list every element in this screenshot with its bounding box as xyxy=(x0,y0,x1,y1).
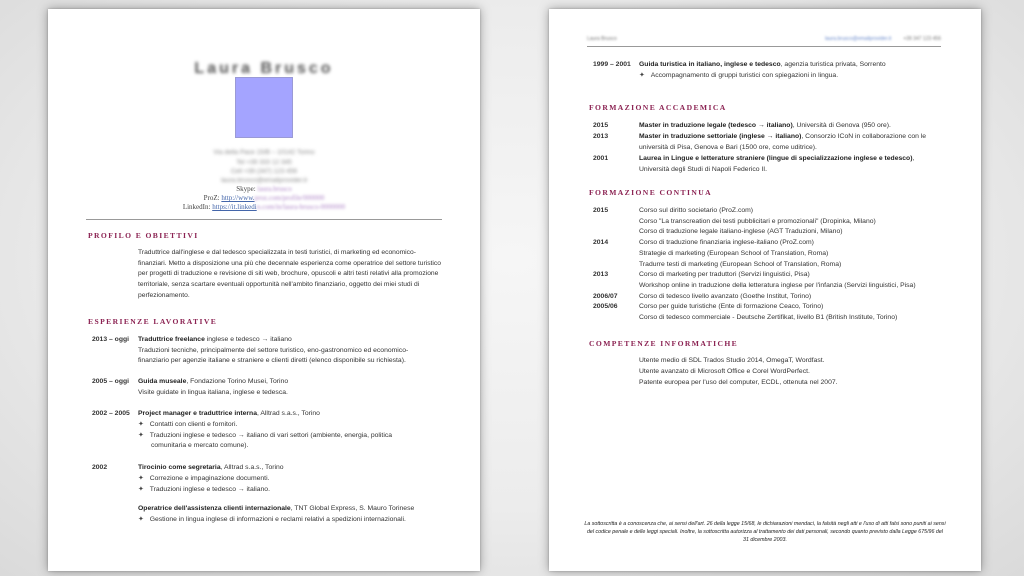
academic-degree: Laurea in Lingue e letterature straniere (lingue di specializzazione inglese e tedesco) xyxy=(639,155,913,162)
academic-line: Università degli Studi di Napoli Federico II. xyxy=(639,166,768,173)
experience-title xyxy=(138,409,320,420)
contact-proz xyxy=(48,194,480,202)
header-email: laura.brusco@emailprovider.it xyxy=(825,36,892,42)
header-name: Laura Brusco xyxy=(587,36,617,42)
experience-org: inglese e tedesco → italiano xyxy=(204,336,292,343)
experience-detail: Traduzioni tecniche, principalmente del settore turistico, eno-gastronomico ed economico- xyxy=(138,347,409,354)
contact-linkedin xyxy=(48,203,480,211)
experience-role: Traduttrice freelance xyxy=(138,336,205,343)
experience-title xyxy=(138,504,414,515)
academic-institution: , Università di Genova (950 ore). xyxy=(792,122,891,129)
continuing-course: Corso di tedesco commerciale - Deutsche Zertifikat, livello B1 (British Institute, Torino) xyxy=(639,314,898,321)
section-title-continuing: FORMAZIONE CONTINUA xyxy=(589,188,713,197)
academic-degree: Master in traduzione legale (tedesco → italiano) xyxy=(639,122,793,129)
experience-bullet xyxy=(138,485,270,496)
continuing-course: Corso di traduzione legale italiano-inglese (AGT Traduzioni, Milano) xyxy=(639,228,843,236)
skype-value: laura.brusco xyxy=(257,185,292,193)
it-skill: Utente avanzato di Microsoft Office e Corel WordPerfect. xyxy=(639,368,810,375)
continuing-course: Corso sul diritto societario (ProZ.com) xyxy=(639,207,754,214)
contact-phone: Tel +39 333 12 345 xyxy=(236,159,292,166)
experience-role: Guida turistica in italiano, inglese e tedesco xyxy=(639,61,781,68)
experience-title xyxy=(138,377,288,388)
experience-date: 2013 – oggi xyxy=(92,336,130,343)
profile-text: Traduttrice dall'inglese e dal tedesco specializzata in testi turistici, di marketing ed economico-finanziari. Metto a disposizione una più che decennale esperienza come operatrice del settore turistico per progetti di traduzione e revisione di siti web, brochure, opuscoli e altri testi relativi alla promozione territoriale, senza scartare eventuali opportunità nell'ambito finanziario, oggetto dei miei studi di perfezionamento. xyxy=(138,249,441,299)
bullet-text: Traduzioni inglese e tedesco → italiano di vari settori (ambiente, energia, politica xyxy=(149,432,393,439)
header-divider xyxy=(587,46,941,47)
continuing-date: 2015 xyxy=(593,207,609,214)
it-skill: Utente medio di SDL Trados Studio 2014, OmegaT, Wordfast. xyxy=(639,357,825,364)
experience-org: , Alltrad s.a.s., Torino xyxy=(256,410,320,417)
skype-label: Skype: xyxy=(236,185,256,193)
continuing-course: Corso per guide turistiche (Ente di formazione Ceaco, Torino) xyxy=(639,303,824,311)
experience-date: 2005 – oggi xyxy=(92,378,130,385)
academic-institution: , Consorzio ICoN in collaborazione con le xyxy=(801,133,927,140)
profile-photo xyxy=(235,77,293,138)
continuing-date: 2005/06 xyxy=(593,303,618,311)
bullet-text: Correzione e impaginazione documenti. xyxy=(149,475,270,482)
academic-line xyxy=(639,132,926,143)
diamond-bullet-icon: ✦ xyxy=(639,72,645,79)
diamond-bullet-icon: ✦ xyxy=(138,486,144,493)
header-phone: +39 347 123 456 xyxy=(903,36,941,42)
section-title-it: COMPETENZE INFORMATICHE xyxy=(589,339,739,348)
continuing-date: 2006/07 xyxy=(593,292,618,300)
academic-date: 2001 xyxy=(593,155,609,162)
academic-degree: Master in traduzione settoriale (inglese → italiano) xyxy=(639,133,802,140)
experience-bullet xyxy=(138,431,392,442)
proz-link-rest[interactable]: proz.com/profile/000000 xyxy=(254,194,325,202)
experience-org: , TNT Global Express, S. Mauro Torinese xyxy=(290,505,415,512)
bullet-text: Traduzioni inglese e tedesco → italiano. xyxy=(149,486,270,493)
continuing-course: Corso di traduzione finanziaria inglese-italiano (ProZ.com) xyxy=(639,239,814,247)
academic-line: università di Pisa, Genova e Bari (1500 ore, come uditrice). xyxy=(639,144,817,151)
cv-page-2 xyxy=(549,9,981,571)
header-divider xyxy=(86,219,442,220)
continuing-date: 2013 xyxy=(593,271,609,279)
academic-date: 2013 xyxy=(593,133,609,140)
linkedin-link-rest[interactable]: n.com/in/laura-brusco-0000000 xyxy=(256,203,346,211)
running-header xyxy=(587,36,941,44)
candidate-name: Laura Brusco xyxy=(194,60,334,77)
experience-org: , Alltrad s.a.s., Torino xyxy=(220,464,284,471)
experience-bullet xyxy=(639,71,838,82)
experience-title xyxy=(138,463,284,474)
contact-email: laura.brusco@emailprovider.it xyxy=(220,177,308,184)
experience-detail: finanziario per agenzie italiane e straniere e clienti diretti (elenco disponibile su richiesta). xyxy=(138,357,406,364)
experience-date: 1999 – 2001 xyxy=(593,61,631,68)
continuing-course: Workshop online in traduzione della letteratura inglese per l'infanzia (Servizi linguistici, Pisa) xyxy=(639,281,916,289)
academic-line xyxy=(639,121,891,132)
experience-role: Guida museale xyxy=(138,378,187,385)
experience-bullet xyxy=(138,420,237,431)
diamond-bullet-icon: ✦ xyxy=(138,475,144,482)
academic-date: 2015 xyxy=(593,122,609,129)
contact-mobile: Cell +39 (347) 123 456 xyxy=(230,168,298,175)
section-title-experience: ESPERIENZE LAVORATIVE xyxy=(88,317,218,326)
proz-link[interactable]: http://www. xyxy=(221,194,255,202)
academic-line xyxy=(639,154,914,165)
experience-bullet xyxy=(138,474,269,485)
continuing-course: Tradurre testi di marketing (European School of Translation, Roma) xyxy=(639,260,842,268)
bullet-text: Gestione in lingua inglese di informazioni e reclami relativi a spedizioni internazionali. xyxy=(149,516,406,523)
section-title-profile: PROFILO E OBIETTIVI xyxy=(88,231,199,240)
experience-role: Operatrice dell'assistenza clienti internazionale xyxy=(138,505,291,512)
continuing-course: Strategie di marketing (European School of Translation, Roma) xyxy=(639,249,829,257)
experience-role: Tirocinio come segretaria xyxy=(138,464,221,471)
academic-institution: , xyxy=(912,155,915,162)
contact-skype xyxy=(48,185,480,193)
experience-title xyxy=(639,60,886,71)
experience-bullet xyxy=(138,515,406,526)
linkedin-link[interactable]: https://it.linkedi xyxy=(212,203,257,211)
continuing-course: Corso di marketing per traduttori (Servizi linguistici, Pisa) xyxy=(639,271,810,279)
diamond-bullet-icon: ✦ xyxy=(138,421,144,428)
bullet-text: Accompagnamento di gruppi turistici con spiegazioni in lingua. xyxy=(650,72,839,79)
experience-org: , agenzia turistica privata, Sorrento xyxy=(780,61,886,68)
continuing-date: 2014 xyxy=(593,239,609,247)
bullet-text: Contatti con clienti e fornitori. xyxy=(149,421,238,428)
proz-label: ProZ: xyxy=(203,194,220,202)
experience-bullet-cont: comunitaria e mercato comune). xyxy=(151,442,249,449)
cv-page-1 xyxy=(48,9,480,571)
it-skill: Patente europea per l'uso del computer, ECDL, ottenuta nel 2007. xyxy=(639,379,838,386)
experience-role: Project manager e traduttrice interna xyxy=(138,410,257,417)
section-title-academic: FORMAZIONE ACCADEMICA xyxy=(589,103,727,112)
continuing-course: Corso di tedesco livello avanzato (Goethe Institut, Torino) xyxy=(639,292,812,300)
linkedin-label: LinkedIn: xyxy=(182,203,211,211)
experience-org: , Fondazione Torino Musei, Torino xyxy=(186,378,289,385)
experience-detail: Visite guidate in lingua italiana, inglese e tedesca. xyxy=(138,389,288,396)
experience-title xyxy=(138,335,292,346)
experience-date: 2002 xyxy=(92,464,108,471)
experience-date: 2002 – 2005 xyxy=(92,410,130,417)
diamond-bullet-icon: ✦ xyxy=(138,432,144,439)
continuing-course: Corso "La transcreation dei testi pubblicitari e promozionali" (Dropinka, Milano) xyxy=(639,217,876,225)
contact-address: Via della Pace 15/B – 10142 Torino xyxy=(213,149,315,156)
diamond-bullet-icon: ✦ xyxy=(138,516,144,523)
legal-footer: La sottoscritta è a conoscenza che, ai sensi dell'art. 26 della legge 15/68, le dichiarazioni mendaci, la falsità negli atti e l'uso di atti falsi sono puniti ai sensi del codice penale e delle leggi speciali. Inoltre, la sottoscritta autorizza al trattamento dei dati personali, secondo quanto previsto dalla Legge 675/96 del 31 dicembre 2003. xyxy=(584,521,946,543)
